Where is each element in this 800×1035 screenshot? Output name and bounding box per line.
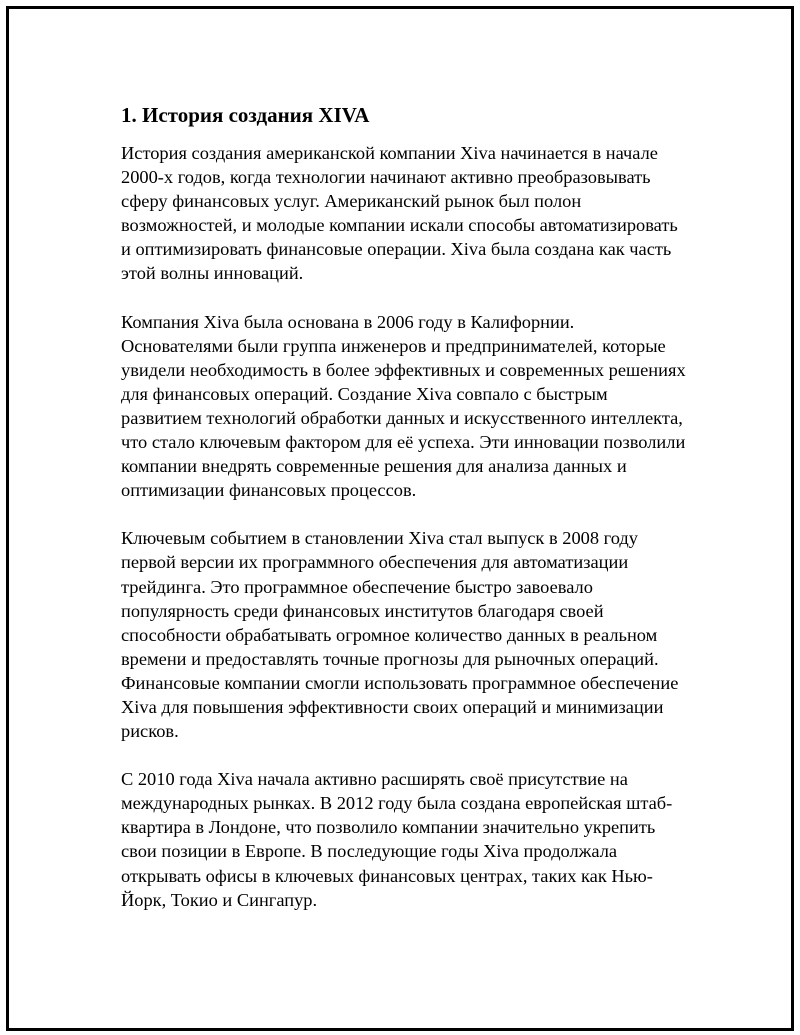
document-body: [121, 101, 701, 936]
text-line: возможностей, и молодые компании искали способы автоматизировать: [121, 215, 678, 236]
text-line: международных рынках. В 2012 году была создана европейская штаб-: [121, 793, 673, 814]
text-line: Основателями были группа инженеров и предпринимателей, которые: [121, 335, 666, 356]
text-line: С 2010 года Xiva начала активно расширять своё присутствие на: [121, 769, 628, 790]
text-line: развитием технологий обработки данных и искусственного интеллекта,: [121, 407, 683, 428]
text-line: первой версии их программного обеспечения для автоматизации: [121, 552, 629, 573]
paragraph-1: [121, 141, 701, 286]
text-line: для финансовых операций. Создание Xiva совпало с быстрым: [121, 383, 608, 404]
text-line: этой волны инноваций.: [121, 263, 304, 284]
text-line: История создания американской компании Xiva начинается в начале: [121, 143, 658, 163]
text-line: открывать офисы в ключевых финансовых центрах, таких как Нью-: [121, 865, 653, 886]
text-line: Компания Xiva была основана в 2006 году в Калифорнии.: [121, 311, 575, 332]
text-line: сферу финансовых услуг. Американский рынок был полон: [121, 191, 582, 212]
page-frame: [6, 6, 794, 1031]
paragraph-4: [121, 767, 701, 912]
paragraph-2: [121, 310, 701, 503]
text-line: увидели необходимость в более эффективных и современных решениях: [121, 359, 686, 380]
text-line: квартира в Лондоне, что позволило компании значительно укрепить: [121, 817, 656, 838]
text-line: Йорк, Токио и Сингапур.: [121, 889, 318, 910]
text-line: трейдинга. Это программное обеспечение быстро завоевало: [121, 576, 593, 597]
text-line: популярность среди финансовых институтов благодаря своей: [121, 600, 604, 621]
text-line: и оптимизировать финансовые операции. Xiva была создана как часть: [121, 239, 672, 260]
text-line: оптимизации финансовых процессов.: [121, 480, 417, 501]
text-line: Ключевым событием в становлении Xiva стал выпуск в 2008 году: [121, 528, 638, 549]
section-heading: 1. История создания XIVA: [121, 103, 370, 127]
text-line: свои позиции в Европе. В последующие годы Xiva продолжала: [121, 841, 618, 862]
text-line: компании внедрять современные решения для анализа данных и: [121, 456, 627, 477]
text-line: способности обрабатывать огромное количество данных в реальном: [121, 624, 658, 645]
paragraph-3: [121, 526, 701, 743]
text-line: 2000-х годов, когда технологии начинают активно преобразовывать: [121, 167, 651, 188]
text-line: что стало ключевым фактором для её успеха. Эти инновации позволили: [121, 432, 686, 453]
text-line: рисков.: [121, 721, 179, 742]
text-line: времени и предоставлять точные прогнозы для рыночных операций.: [121, 648, 659, 669]
text-line: Xiva для повышения эффективности своих операций и минимизации: [121, 696, 664, 717]
text-line: Финансовые компании смогли использовать программное обеспечение: [121, 672, 679, 693]
